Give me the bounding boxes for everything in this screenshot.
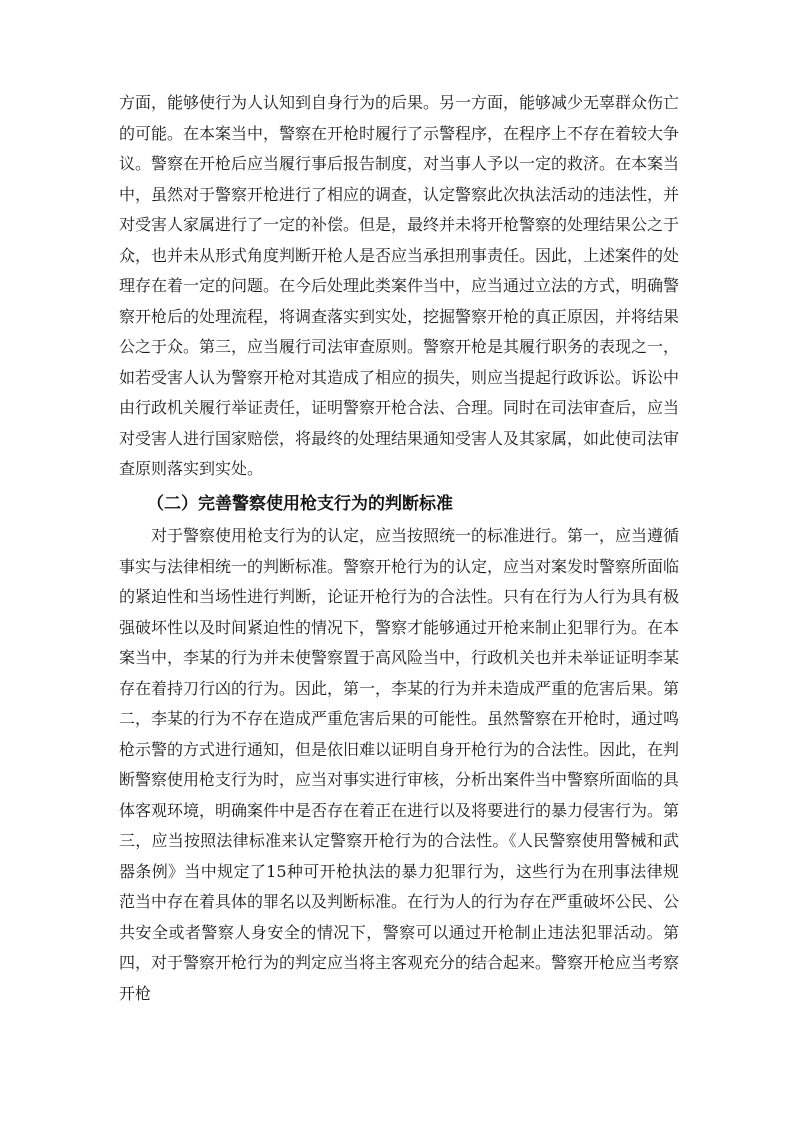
body-paragraph-continued: 方面，能够使行为人认知到自身行为的后果。另一方面，能够减少无辜群众伤亡的可能。在本案当中，警察在开枪时履行了示警程序，在程序上不存在着较大争议。警察在开枪后应当履行事后报告制度，对当事人予以一定的救济。在本案当中，虽然对于警察开枪进行了相应的调查，认定警察此次执法活动的违法性，并对受害人家属进行了一定的补偿。但是，最终并未将开枪警察的处理结果公之于众，也并未从形式角度判断开枪人是否应当承担刑事责任。因此，上述案件的处理存在着一定的问题。在今后处理此类案件当中，应当通过立法的方式，明确警察开枪后的处理流程，将调查落实到实处，挖掘警察开枪的真正原因，并将结果公之于众。第三，应当履行司法审查原则。警察开枪是其履行职务的表现之一，如若受害人认为警察开枪对其造成了相应的损失，则应当提起行政诉讼。诉讼中由行政机关履行举证责任，证明警察开枪合法、合理。同时在司法审查后，应当对受害人进行国家赔偿，将最终的处理结果通知受害人及其家属，如此使司法审查原则落实到实处。: [119, 93, 680, 478]
section-heading: （二）完善警察使用枪支行为的判断标准: [147, 493, 453, 514]
body-paragraph: 对于警察使用枪支行为的认定，应当按照统一的标准进行。第一，应当遵循事实与法律相统一的判断标准。警察开枪行为的认定，应当对案发时警察所面临的紧迫性和当场性进行判断，论证开枪行为的合法性。只有在行为人行为具有极强破坏性以及时间紧迫性的情况下，警察才能够通过开枪来制止犯罪行为。在本案当中，李某的行为并未使警察置于高风险当中，行政机关也并未举证证明李某存在着持刀行凶的行为。因此，第一，李某的行为并未造成严重的危害后果。第二，李某的行为不存在造成严重危害后果的可能性。虽然警察在开枪时，通过鸣枪示警的方式进行通知，但是依旧难以证明自身开枪行为的合法性。因此，在判断警察使用枪支行为时，应当对事实进行审核，分析出案件当中警察所面临的具体客观环境，明确案件中是否存在着正在进行以及将要进行的暴力侵害行为。第三，应当按照法律标准来认定警察开枪行为的合法性。《人民警察使用警械和武器条例》当中规定了15种可开枪执法的暴力犯罪行为，这些行为在刑事法律规范当中存在着具体的罪名以及判断标准。在行为人的行为存在严重破坏公民、公共安全或者警察人身安全的情况下，警察可以通过开枪制止违法犯罪活动。第四，对于警察开枪行为的判定应当将主客观充分的结合起来。警察开枪应当考察开枪: [119, 526, 680, 1003]
document-body: [119, 88, 679, 1009]
